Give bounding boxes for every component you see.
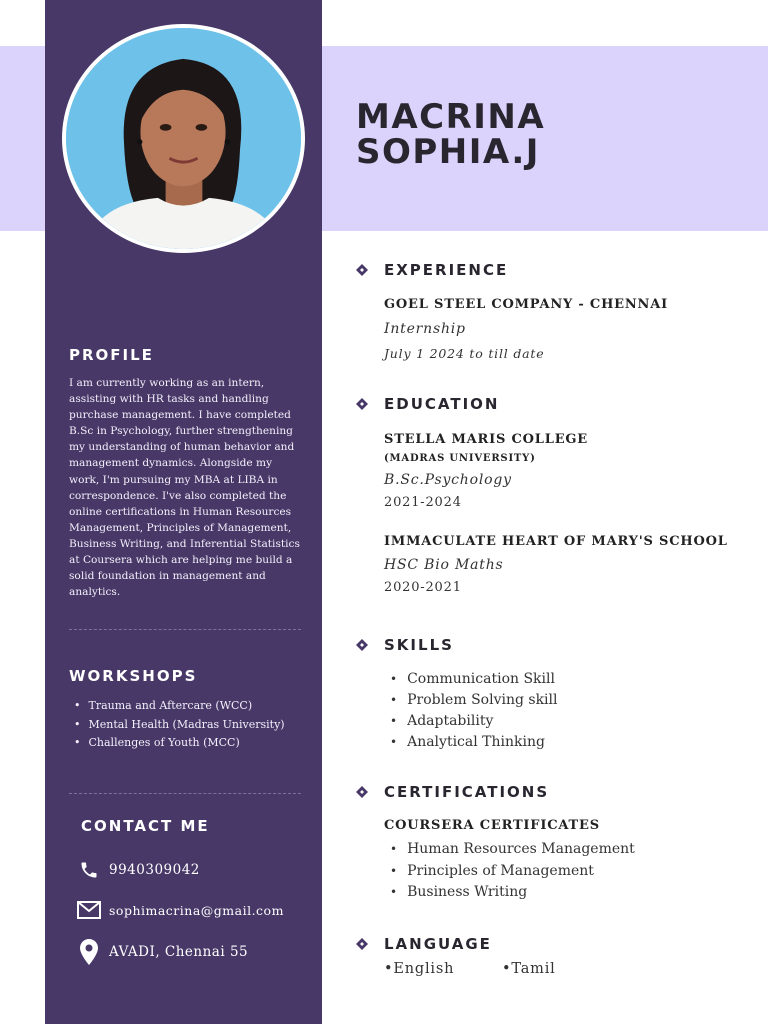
workshop-item: • Trauma and Aftercare (WCC)	[74, 697, 285, 716]
education-section-header	[356, 395, 499, 413]
diamond-icon	[356, 938, 368, 950]
contact-heading: CONTACT ME	[81, 817, 210, 835]
language-heading: LANGUAGE	[384, 935, 492, 953]
certifications-subheading: COURSERA CERTIFICATES	[384, 818, 600, 833]
divider	[69, 793, 301, 794]
first-name: MACRINA	[356, 97, 546, 137]
contact-phone[interactable]	[77, 858, 200, 882]
skill-item: • Problem Solving skill	[390, 690, 557, 711]
certification-item: • Human Resources Management	[390, 839, 635, 861]
certifications-list	[390, 839, 635, 904]
education-school: STELLA MARIS COLLEGE	[384, 432, 589, 447]
address: AVADI, Chennai 55	[109, 944, 249, 960]
email-address: sophimacrina@gmail.com	[109, 902, 284, 918]
education-degree: B.Sc.Psychology	[384, 472, 512, 488]
experience-section-header	[356, 261, 508, 279]
skills-section-header	[356, 636, 454, 654]
skill-item: • Analytical Thinking	[390, 732, 557, 753]
phone-number: 9940309042	[109, 862, 200, 878]
workshop-item: • Challenges of Youth (MCC)	[74, 734, 285, 753]
education-affiliation: (MADRAS UNIVERSITY)	[384, 453, 536, 464]
divider	[69, 629, 301, 630]
language-list	[384, 961, 556, 977]
diamond-icon	[356, 639, 368, 651]
workshops-heading: WORKSHOPS	[69, 667, 198, 685]
certification-item: • Principles of Management	[390, 861, 635, 883]
workshops-list	[74, 697, 285, 753]
candidate-name	[356, 97, 546, 172]
profile-text: I am currently working as an intern, assisting with HR tasks and handling purchase management. I have completed B.Sc in Psychology, further strengthening my understanding of human behavior and management dynamics. Alongside my work, I'm pursuing my MBA at LIBA in correspondence. I've also completed the online certifications in Human Resources Management, Principles of Management, Business Writing, and Inferential Statistics at Coursera which are helping me build a solid foundation in management and analytics.	[69, 377, 300, 599]
experience-heading: EXPERIENCE	[384, 261, 509, 279]
diamond-icon	[356, 398, 368, 410]
certification-item: • Business Writing	[390, 882, 635, 904]
skill-item: • Communication Skill	[390, 669, 557, 690]
education-degree: HSC Bio Maths	[384, 557, 504, 573]
contact-address	[77, 940, 248, 964]
certifications-heading: CERTIFICATIONS	[384, 783, 550, 801]
experience-dates: July 1 2024 to till date	[384, 346, 545, 361]
envelope-icon	[77, 898, 101, 922]
diamond-icon	[356, 786, 368, 798]
education-school: IMMACULATE HEART OF MARY'S SCHOOL	[384, 534, 728, 549]
certifications-section-header	[356, 783, 549, 801]
location-pin-icon	[77, 940, 101, 964]
diamond-icon	[356, 264, 368, 276]
skills-list	[390, 669, 557, 753]
skills-heading: SKILLS	[384, 636, 454, 654]
phone-icon	[77, 858, 101, 882]
education-years: 2020-2021	[384, 580, 462, 595]
last-name: SOPHIA.J	[356, 132, 540, 172]
language-item: •English	[384, 961, 455, 977]
contact-email[interactable]	[77, 898, 284, 922]
workshop-item: • Mental Health (Madras University)	[74, 716, 285, 735]
language-section-header	[356, 935, 492, 953]
education-heading: EDUCATION	[384, 395, 500, 413]
profile-heading: PROFILE	[69, 346, 154, 364]
experience-role: Internship	[384, 321, 466, 337]
language-item: •Tamil	[502, 961, 556, 977]
profile-photo	[62, 24, 305, 253]
education-years: 2021-2024	[384, 495, 462, 510]
experience-company: GOEL STEEL COMPANY - CHENNAI	[384, 297, 669, 312]
skill-item: • Adaptability	[390, 711, 557, 732]
